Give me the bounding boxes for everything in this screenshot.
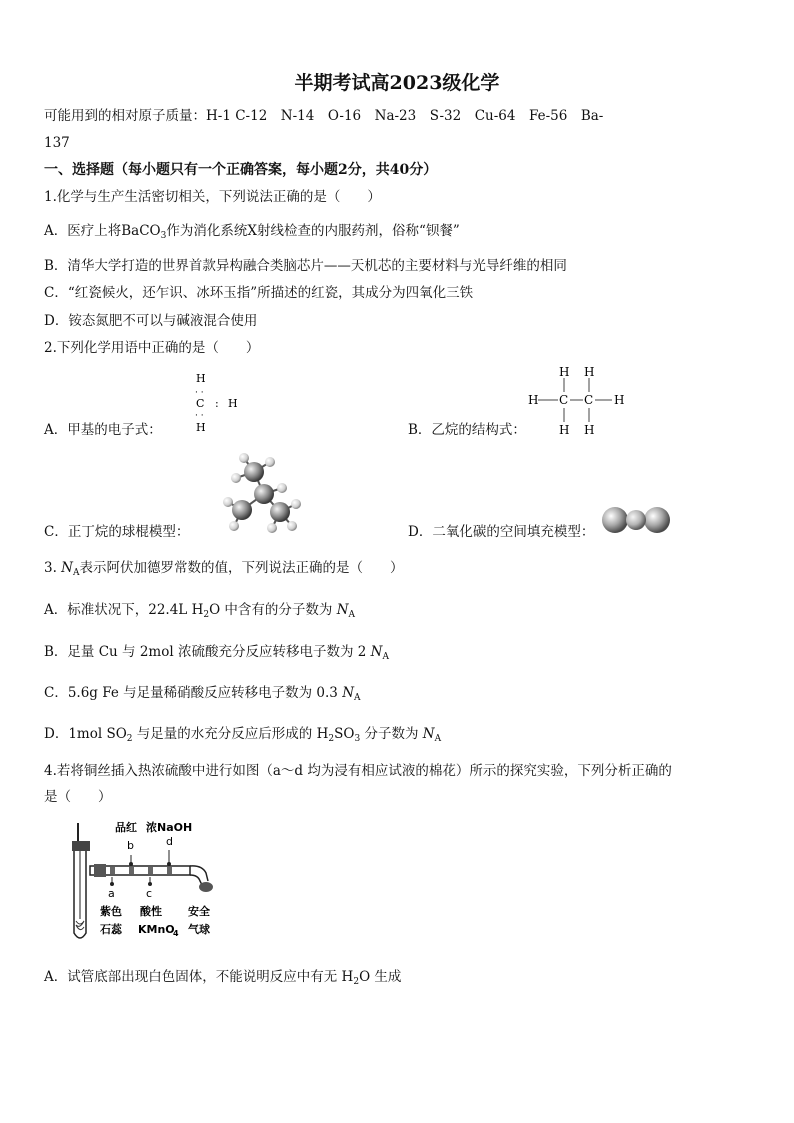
q2-option-d: D．二氧化碳的空间填充模型： [408, 524, 595, 540]
q3-d-na: N [422, 726, 435, 742]
label-shirui: 石蕊 [100, 923, 122, 936]
label-naoh: 浓NaOH [146, 821, 193, 834]
q3-option-a [44, 601, 355, 624]
q3-a-pre: A．标准状况下，22.4L H [44, 602, 204, 618]
q3-d-pre: D．1mol SO [44, 726, 127, 742]
q3-c-na: N [342, 685, 355, 701]
q3-option-b [44, 643, 389, 666]
ethane-h1: H [559, 365, 570, 379]
ethane-h3: H [528, 393, 539, 407]
q1-option-d: D．铵态氮肥不可以与碱液混合使用 [44, 313, 258, 329]
q1-a-sub: 3 [160, 231, 167, 241]
q3-stem-rest: 表示阿伏加德罗常数的值，下列说法正确的是（ ） [79, 560, 404, 576]
q1-option-b: B．清华大学打造的世界首款异构融合类脑芯片——天机芯的主要材料与光导纤维的相同 [44, 258, 567, 274]
q3-c-na-sub: A [354, 693, 361, 703]
label-kmno4: KMnO [138, 923, 175, 936]
q3-d-mid2: SO [334, 726, 355, 742]
q3-stem [44, 559, 403, 582]
q4-stem-line1: 4.若将铜丝插入热浓硫酸中进行如图（a～d 均为浸有相应试液的棉花）所示的探究实验，下列分析正确的 [44, 763, 672, 779]
label-b: b [127, 839, 134, 852]
label-d: d [166, 835, 173, 848]
q3-option-c [44, 684, 361, 707]
q4-a-post: O 生成 [359, 969, 402, 985]
q3-b-na-sub: A [382, 652, 389, 662]
q3-a-sub: 2 [203, 610, 210, 620]
q3-d-post: 分子数为 [360, 726, 423, 742]
q3-d-sub3: 3 [354, 734, 361, 744]
q3-a-na: N [336, 602, 349, 618]
q3-c-pre: C．5.6g Fe 与足量稀硝酸反应转移电子数为 0.3 [44, 685, 343, 701]
label-c: c [146, 887, 153, 900]
q3-d-mid: 与足量的水充分反应后形成的 H [132, 726, 329, 742]
q2-option-b: B．乙烷的结构式： [408, 422, 526, 438]
label-a: a [108, 887, 115, 900]
q2-option-a: A．甲基的电子式： [44, 422, 162, 438]
page-title: 半期考试高2023级化学 [294, 72, 500, 94]
label-kmno4-sub: 4 [173, 929, 179, 938]
q1-option-c: C．“红瓷候火，还乍识、冰环玉指”所描述的红瓷，其成分为四氧化三铁 [44, 285, 474, 301]
q4-apparatus-figure [70, 815, 225, 950]
q1-stem: 1.化学与生产生活密切相关，下列说法正确的是（ ） [44, 189, 381, 205]
q3-b-pre: B．足量 Cu 与 2mol 浓硫酸充分反应转移电子数为 2 [44, 644, 371, 660]
methyl-dots-mid: : [215, 397, 219, 410]
ethane-h6: H [584, 423, 595, 436]
ethane-c2: C [584, 393, 594, 407]
ethane-h5: H [559, 423, 570, 436]
methyl-electron-formula [190, 370, 250, 436]
q4-option-a [44, 968, 401, 991]
label-anquan: 安全 [188, 905, 210, 918]
q2-option-c: C．正丁烷的球棍模型： [44, 524, 190, 540]
ethane-structural-formula [526, 364, 626, 436]
q4-a-pre: A．试管底部出现白色固体，不能说明反应中有无 H [44, 969, 354, 985]
section-heading: 一、选择题（每小题只有一个正确答案，每小题2分，共40分） [44, 162, 438, 178]
q3-na-sub: A [72, 568, 80, 578]
co2-space-filling-model [600, 504, 672, 536]
label-pinhong: 品红 [115, 821, 137, 834]
label-qiqiu: 气球 [188, 923, 210, 936]
label-zise: 紫色 [100, 905, 122, 918]
methyl-h-right: H [228, 397, 238, 410]
butane-ball-stick-model [222, 450, 302, 534]
q3-d-na-sub: A [434, 734, 442, 744]
q3-d-sub1: 2 [126, 734, 133, 744]
atomic-masses-line1: 可能用到的相对原子质量：H-1 C-12 N-14 O-16 Na-23 S-32 Cu-64 Fe-56 Ba- [44, 108, 604, 124]
q4-a-sub: 2 [353, 977, 360, 987]
q4-stem-line2: 是（ ） [44, 789, 112, 805]
methyl-dots-top: · · [195, 388, 204, 398]
q1-a-post: 作为消化系统X射线检查的内服药剂，俗称“钡餐” [166, 223, 460, 239]
q1-a-pre: A．医疗上将BaCO [44, 223, 161, 239]
methyl-h-top: H [196, 372, 206, 385]
q3-na: N [61, 560, 73, 576]
label-suanxing: 酸性 [140, 905, 162, 918]
methyl-dots-bot: · · [195, 411, 204, 421]
q3-a-mid: O 中含有的分子数为 [209, 602, 337, 618]
methyl-h-bottom: H [196, 421, 206, 434]
q3-a-na-sub: A [348, 610, 356, 620]
q3-d-sub2: 2 [328, 734, 335, 744]
q2-stem: 2.下列化学用语中正确的是（ ） [44, 340, 260, 356]
atomic-masses-line2: 137 [44, 135, 70, 151]
ethane-c1: C [559, 393, 569, 407]
ethane-h4: H [614, 393, 625, 407]
q3-b-na: N [370, 644, 383, 660]
ethane-h2: H [584, 365, 595, 379]
q1-option-a [44, 222, 460, 245]
methyl-c: C [196, 397, 205, 410]
q3-num: 3. [44, 560, 62, 576]
q3-option-d [44, 725, 441, 748]
